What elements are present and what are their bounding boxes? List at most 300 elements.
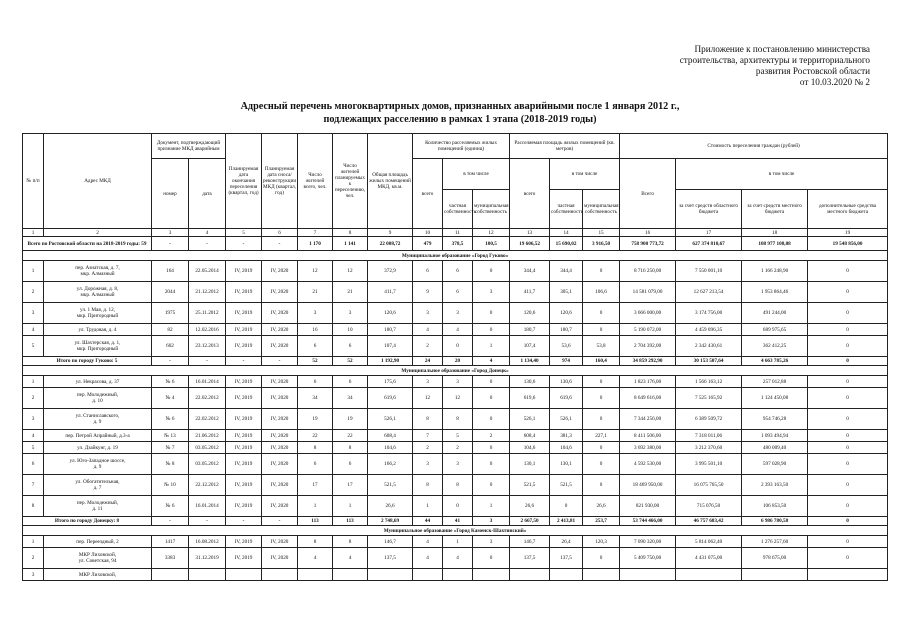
row-cell: IV, 2019: [226, 496, 262, 517]
row-cell: 53,8: [583, 336, 620, 357]
row-cell: 608,4: [510, 430, 550, 442]
row-cell: 2: [413, 336, 443, 357]
row-cell: IV, 2019: [226, 475, 262, 496]
row-cell: 3 995 501,10: [676, 454, 742, 475]
municipality-name: Муниципальное образование «Город Донецк»: [23, 366, 888, 376]
row-cell: 411,7: [368, 282, 413, 303]
row-cell: № 6: [152, 409, 189, 430]
row-cell: IV, 2019: [226, 303, 262, 324]
address-line: мкр. Пригородный: [76, 346, 119, 352]
row-address: [44, 282, 152, 303]
grand-total-cell: 15 690,02: [550, 237, 583, 251]
row-cell: 1: [413, 496, 443, 517]
row-cell: 19: [298, 409, 333, 430]
grand-total-cell: 1 141: [333, 237, 368, 251]
row-number: 6: [23, 454, 44, 475]
table-row: [23, 336, 888, 357]
row-cell: 381,3: [550, 430, 583, 442]
subtotal-cell: 52: [333, 357, 368, 366]
header-area-incl: в том числе: [550, 159, 620, 190]
row-cell: 1 276 257,60: [742, 536, 808, 548]
row-number: 3: [23, 409, 44, 430]
row-cell: 7 344 256,00: [620, 409, 676, 430]
row-cell: [808, 569, 888, 581]
row-cell: IV, 2019: [226, 282, 262, 303]
row-cell: 4 431 075,00: [676, 548, 742, 569]
subtotal-cell: 52: [298, 357, 333, 366]
row-number: 4: [23, 324, 44, 336]
row-cell: 0: [473, 324, 510, 336]
table-row: [23, 442, 888, 454]
row-cell: 16: [298, 324, 333, 336]
row-cell: 491 244,00: [742, 303, 808, 324]
grand-total-label: Всего по Ростовской области на 2018-2019 годы: 59: [23, 237, 152, 251]
address-line: ул. Дзайкунг, д. 19: [77, 444, 118, 451]
row-cell: 175,6: [368, 376, 413, 388]
row-cell: № 6: [152, 496, 189, 517]
address-line: пер. Азиатская, д. 7,: [75, 265, 120, 271]
row-number: 3: [23, 303, 44, 324]
row-cell: IV, 2020: [262, 324, 298, 336]
subtotal-cell: 4 663 785,26: [742, 357, 808, 366]
row-cell: 17: [298, 475, 333, 496]
subtotal-row: [23, 357, 888, 366]
header-address: Адрес МКД: [44, 134, 152, 229]
row-address: [44, 442, 152, 454]
attachment-line: развития Ростовской области: [755, 66, 870, 76]
subtotal-cell: 2 413,81: [550, 517, 583, 526]
row-cell: 120,6: [550, 303, 583, 324]
row-cell: 3: [333, 303, 368, 324]
row-cell: 5 814 062,40: [676, 536, 742, 548]
row-cell: 0: [583, 442, 620, 454]
row-cell: 0: [808, 548, 888, 569]
row-cell: 22: [333, 430, 368, 442]
row-cell: 4: [413, 536, 443, 548]
header-cost-incl: в том числе: [676, 159, 888, 190]
row-cell: IV, 2019: [226, 548, 262, 569]
row-cell: 521,5: [368, 475, 413, 496]
header-rooms-incl: в том числе: [443, 159, 510, 190]
column-number: 10: [413, 229, 443, 237]
address-line: мкр. Алмазный: [80, 292, 115, 298]
row-cell: 0: [808, 409, 888, 430]
grand-total-cell: -: [189, 237, 226, 251]
table-row: [23, 430, 888, 442]
row-cell: 0: [808, 475, 888, 496]
title-line: Адресный перечень многоквартирных домов, признанных аварийными после 1 января 2012 г.,: [240, 101, 680, 112]
row-cell: 8 649 616,00: [620, 388, 676, 409]
header-rooms-total: всего: [413, 159, 443, 229]
table-row: [23, 303, 888, 324]
row-cell: 16.01.2014: [189, 496, 226, 517]
row-cell: 4: [443, 324, 473, 336]
row-cell: 120,6: [510, 303, 550, 324]
row-cell: 12.02.2016: [189, 324, 226, 336]
row-cell: 107,4: [368, 336, 413, 357]
row-cell: 106 853,50: [742, 496, 808, 517]
subtotal-cell: 41: [443, 517, 473, 526]
row-cell: 0: [473, 388, 510, 409]
address-line: пер. Петрой Апрайный, д.3-а: [65, 432, 130, 439]
row-cell: [443, 569, 473, 581]
row-cell: 106,6: [583, 282, 620, 303]
title-line: подлежащих расселению в рамках 1 этапа (2018-2019 годы): [323, 114, 597, 125]
row-cell: 1975: [152, 303, 189, 324]
row-cell: 1: [443, 536, 473, 548]
row-cell: IV, 2020: [262, 454, 298, 475]
row-cell: [152, 569, 189, 581]
row-cell: IV, 2020: [262, 475, 298, 496]
column-number: 9: [368, 229, 413, 237]
row-cell: 0: [808, 376, 888, 388]
row-cell: 619,6: [368, 388, 413, 409]
address-line: ул. Советская, 94: [78, 558, 117, 564]
row-cell: 1: [473, 496, 510, 517]
subtotal-cell: 4: [473, 357, 510, 366]
row-address: [44, 430, 152, 442]
table-row: [23, 475, 888, 496]
column-number: 11: [443, 229, 473, 237]
header-regional: за счет средств областного бюджета: [676, 190, 742, 229]
column-number: 1: [23, 229, 44, 237]
row-cell: 480 009,40: [742, 442, 808, 454]
row-cell: № 4: [152, 388, 189, 409]
municipality-row: [23, 251, 888, 261]
row-cell: 6: [298, 454, 333, 475]
row-cell: 0: [808, 496, 888, 517]
row-cell: [510, 569, 550, 581]
row-cell: 0: [808, 536, 888, 548]
row-cell: 19: [333, 409, 368, 430]
row-cell: 305,1: [550, 282, 583, 303]
row-cell: 0: [473, 261, 510, 282]
row-cell: 0: [583, 475, 620, 496]
row-cell: 1 093 494,94: [742, 430, 808, 442]
row-cell: 4: [443, 548, 473, 569]
row-cell: [298, 569, 333, 581]
address-line: ул. Дорожная, д. 8,: [76, 286, 119, 292]
subtotal-cell: 0: [808, 517, 888, 526]
row-number: 4: [23, 430, 44, 442]
row-cell: 0: [443, 496, 473, 517]
row-cell: 82: [152, 324, 189, 336]
row-cell: 954 746,28: [742, 409, 808, 430]
address-line: д. 9: [93, 419, 102, 425]
row-cell: 6: [298, 376, 333, 388]
row-cell: 180,7: [510, 324, 550, 336]
row-cell: IV, 2019: [226, 388, 262, 409]
table-row: [23, 496, 888, 517]
row-cell: 26,4: [550, 536, 583, 548]
row-cell: 0: [473, 454, 510, 475]
grand-total-row: [23, 237, 888, 251]
row-cell: 257 012,88: [742, 376, 808, 388]
row-cell: 602: [152, 336, 189, 357]
table-row: [23, 454, 888, 475]
row-cell: 521,5: [550, 475, 583, 496]
subtotal-cell: -: [226, 357, 262, 366]
table-row: [23, 548, 888, 569]
column-numbers-row: [23, 229, 888, 237]
row-cell: [413, 569, 443, 581]
row-cell: [583, 569, 620, 581]
row-cell: 344,4: [510, 261, 550, 282]
row-cell: 3: [298, 303, 333, 324]
row-cell: 3: [473, 282, 510, 303]
row-cell: IV, 2020: [262, 548, 298, 569]
row-cell: 526,1: [510, 409, 550, 430]
grand-total-cell: 19 606,52: [510, 237, 550, 251]
row-cell: 0: [473, 303, 510, 324]
subtotal-label: Итого по городу Донецку: 8: [23, 517, 152, 526]
row-cell: 137,5: [368, 548, 413, 569]
grand-total-cell: 22 008,72: [368, 237, 413, 251]
header-plan-end: Планируемая дата окончания переселения (квартал, год): [226, 134, 262, 229]
row-cell: 0: [473, 442, 510, 454]
row-cell: IV, 2019: [226, 324, 262, 336]
row-cell: 0: [808, 454, 888, 475]
row-cell: 978 675,00: [742, 548, 808, 569]
row-cell: 3: [413, 303, 443, 324]
attachment-line: строительства, архитектуры и территориального: [679, 55, 870, 65]
row-cell: 3 692 380,00: [620, 442, 676, 454]
row-cell: 14 581 079,00: [620, 282, 676, 303]
row-cell: 21: [333, 282, 368, 303]
row-cell: 1 124 450,08: [742, 388, 808, 409]
row-cell: IV, 2020: [262, 376, 298, 388]
row-cell: 3: [413, 454, 443, 475]
row-cell: IV, 2020: [262, 303, 298, 324]
row-cell: 137,5: [510, 548, 550, 569]
row-cell: 16.08.2012: [189, 536, 226, 548]
row-cell: IV, 2019: [226, 454, 262, 475]
row-address: [44, 475, 152, 496]
row-cell: 22.12.2012: [189, 475, 226, 496]
column-number: 2: [44, 229, 152, 237]
row-cell: 104,6: [368, 442, 413, 454]
row-cell: 0: [583, 376, 620, 388]
row-cell: 0: [583, 388, 620, 409]
grand-total-cell: 479: [413, 237, 443, 251]
row-cell: 0: [473, 409, 510, 430]
row-cell: 4: [413, 324, 443, 336]
row-number: 7: [23, 475, 44, 496]
row-cell: 18 469 950,00: [620, 475, 676, 496]
row-cell: 22.05.2014: [189, 261, 226, 282]
row-cell: 1 166 248,90: [742, 261, 808, 282]
row-number: 3: [23, 569, 44, 581]
row-cell: 0: [808, 303, 888, 324]
row-cell: 12 627 213,54: [676, 282, 742, 303]
header-extra: дополнительные средства местного бюджета: [808, 190, 888, 229]
municipality-name: Муниципальное образование «Город Гуково»: [23, 251, 888, 261]
row-cell: IV, 2020: [262, 282, 298, 303]
row-cell: 16.01.2014: [189, 376, 226, 388]
row-number: 5: [23, 442, 44, 454]
row-cell: 34: [298, 388, 333, 409]
row-cell: IV, 2020: [262, 261, 298, 282]
row-cell: 8: [298, 536, 333, 548]
subtotal-cell: 24: [413, 357, 443, 366]
header-private-area: частная собственность: [550, 190, 583, 229]
row-cell: 6: [443, 282, 473, 303]
row-cell: 1 823 176,00: [620, 376, 676, 388]
header-municipal-area: муниципальная собственность: [583, 190, 620, 229]
address-line: д. 10: [92, 398, 103, 404]
row-cell: 619,6: [510, 388, 550, 409]
row-cell: 0: [583, 324, 620, 336]
address-line: МКР Лиховской,: [78, 552, 117, 558]
row-cell: IV, 2019: [226, 336, 262, 357]
subtotal-cell: -: [226, 517, 262, 526]
row-cell: 2 704 392,00: [620, 336, 676, 357]
row-cell: 104,6: [550, 442, 583, 454]
attachment-note: [640, 44, 870, 88]
row-cell: IV, 2020: [262, 430, 298, 442]
header-doc-number: номер: [152, 159, 189, 229]
header-municipal: муниципальная собственность: [473, 190, 510, 229]
row-cell: 7: [413, 430, 443, 442]
row-cell: IV, 2019: [226, 430, 262, 442]
row-cell: 689 975,65: [742, 324, 808, 336]
row-cell: 4 592 530,00: [620, 454, 676, 475]
row-address: [44, 548, 152, 569]
column-number: 14: [550, 229, 583, 237]
municipality-row: [23, 526, 888, 536]
row-cell: 7 318 011,06: [676, 430, 742, 442]
row-cell: 0: [473, 376, 510, 388]
row-cell: 521,5: [510, 475, 550, 496]
row-cell: 22.02.2012: [189, 388, 226, 409]
header-area-sum: всего: [510, 159, 550, 229]
row-cell: 12: [333, 261, 368, 282]
row-cell: 8 716 250,00: [620, 261, 676, 282]
row-cell: 5 190 072,00: [620, 324, 676, 336]
subtotal-cell: 44: [413, 517, 443, 526]
row-cell: 7 550 001,10: [676, 261, 742, 282]
row-cell: 597 028,90: [742, 454, 808, 475]
municipality-name: Муниципальное образование «Город Каменск-Шахтинский»: [23, 526, 888, 536]
address-line: ул. Юго-Западное шоссе,: [69, 458, 126, 464]
row-cell: 2: [413, 442, 443, 454]
address-line: ул. 1 Мая, д. 12,: [79, 307, 116, 313]
row-cell: IV, 2020: [262, 336, 298, 357]
row-cell: [333, 569, 368, 581]
row-cell: 0: [583, 454, 620, 475]
subtotal-cell: 253,7: [583, 517, 620, 526]
row-cell: 31.12.2019: [189, 548, 226, 569]
row-cell: IV, 2019: [226, 442, 262, 454]
subtotal-label: Итого по городу Гуково: 5: [23, 357, 152, 366]
row-cell: 8: [443, 409, 473, 430]
row-cell: 166,2: [368, 454, 413, 475]
header-document: Документ, подтверждающий признание МКД аварийным: [152, 134, 226, 159]
row-cell: 130,6: [550, 376, 583, 388]
row-cell: IV, 2019: [226, 409, 262, 430]
grand-total-cell: -: [152, 237, 189, 251]
table-row: [23, 376, 888, 388]
address-line: ул. Шахтерская, д. 1,: [74, 340, 121, 346]
row-number: 2: [23, 282, 44, 303]
row-cell: 0: [808, 336, 888, 357]
address-line: ул. Трудовая, д. 4: [78, 326, 117, 333]
row-address: [44, 388, 152, 409]
header-cost: Стоимость переселения граждан (рублей): [620, 134, 888, 159]
row-cell: 3 174 756,00: [676, 303, 742, 324]
row-cell: № 7: [152, 442, 189, 454]
row-cell: 0: [808, 430, 888, 442]
row-cell: 120,6: [368, 303, 413, 324]
column-number: 3: [152, 229, 189, 237]
column-number: 15: [583, 229, 620, 237]
row-cell: 0: [583, 303, 620, 324]
row-cell: 6: [443, 261, 473, 282]
header-private: частная собственность: [443, 190, 473, 229]
row-cell: [676, 569, 742, 581]
row-cell: 0: [583, 548, 620, 569]
column-number: 12: [473, 229, 510, 237]
row-cell: 137,5: [550, 548, 583, 569]
municipality-row: [23, 366, 888, 376]
header-num: № п/п: [23, 134, 44, 229]
row-cell: 6: [333, 454, 368, 475]
address-line: ул. Обогатительная,: [75, 479, 120, 485]
subtotal-cell: -: [152, 517, 189, 526]
subtotal-cell: -: [262, 357, 298, 366]
attachment-line: Приложение к постановлению министерства: [694, 44, 870, 54]
subtotal-cell: 113: [298, 517, 333, 526]
row-address: [44, 536, 152, 548]
row-address: [44, 569, 152, 581]
row-cell: 130,1: [550, 454, 583, 475]
row-cell: 3383: [152, 548, 189, 569]
row-cell: IV, 2020: [262, 442, 298, 454]
row-number: 5: [23, 336, 44, 357]
row-cell: 107,4: [510, 336, 550, 357]
row-cell: 608,4: [368, 430, 413, 442]
row-address: [44, 261, 152, 282]
subtotal-cell: -: [152, 357, 189, 366]
table-row: [23, 409, 888, 430]
row-cell: 2 393 163,50: [742, 475, 808, 496]
grand-total-cell: 378,5: [443, 237, 473, 251]
header-local: за счет средств местного бюджета: [742, 190, 808, 229]
row-cell: 5 409 750,00: [620, 548, 676, 569]
row-address: [44, 409, 152, 430]
row-address: [44, 303, 152, 324]
row-cell: 146,7: [368, 536, 413, 548]
row-cell: 0: [808, 388, 888, 409]
row-cell: 227,1: [583, 430, 620, 442]
subtotal-cell: 113: [333, 517, 368, 526]
row-cell: 526,1: [368, 409, 413, 430]
subtotal-cell: -: [189, 517, 226, 526]
row-cell: 1417: [152, 536, 189, 548]
row-cell: IV, 2020: [262, 496, 298, 517]
subtotal-cell: 1 134,40: [510, 357, 550, 366]
row-cell: 619,6: [550, 388, 583, 409]
row-cell: 411,7: [510, 282, 550, 303]
grand-total-cell: 19 548 856,00: [808, 237, 888, 251]
subtotal-cell: 160,4: [583, 357, 620, 366]
row-cell: 6: [333, 376, 368, 388]
row-cell: 4: [298, 548, 333, 569]
row-cell: 3: [473, 536, 510, 548]
subtotal-cell: 1 192,90: [368, 357, 413, 366]
row-cell: 4 459 096,35: [676, 324, 742, 336]
row-cell: 164: [152, 261, 189, 282]
